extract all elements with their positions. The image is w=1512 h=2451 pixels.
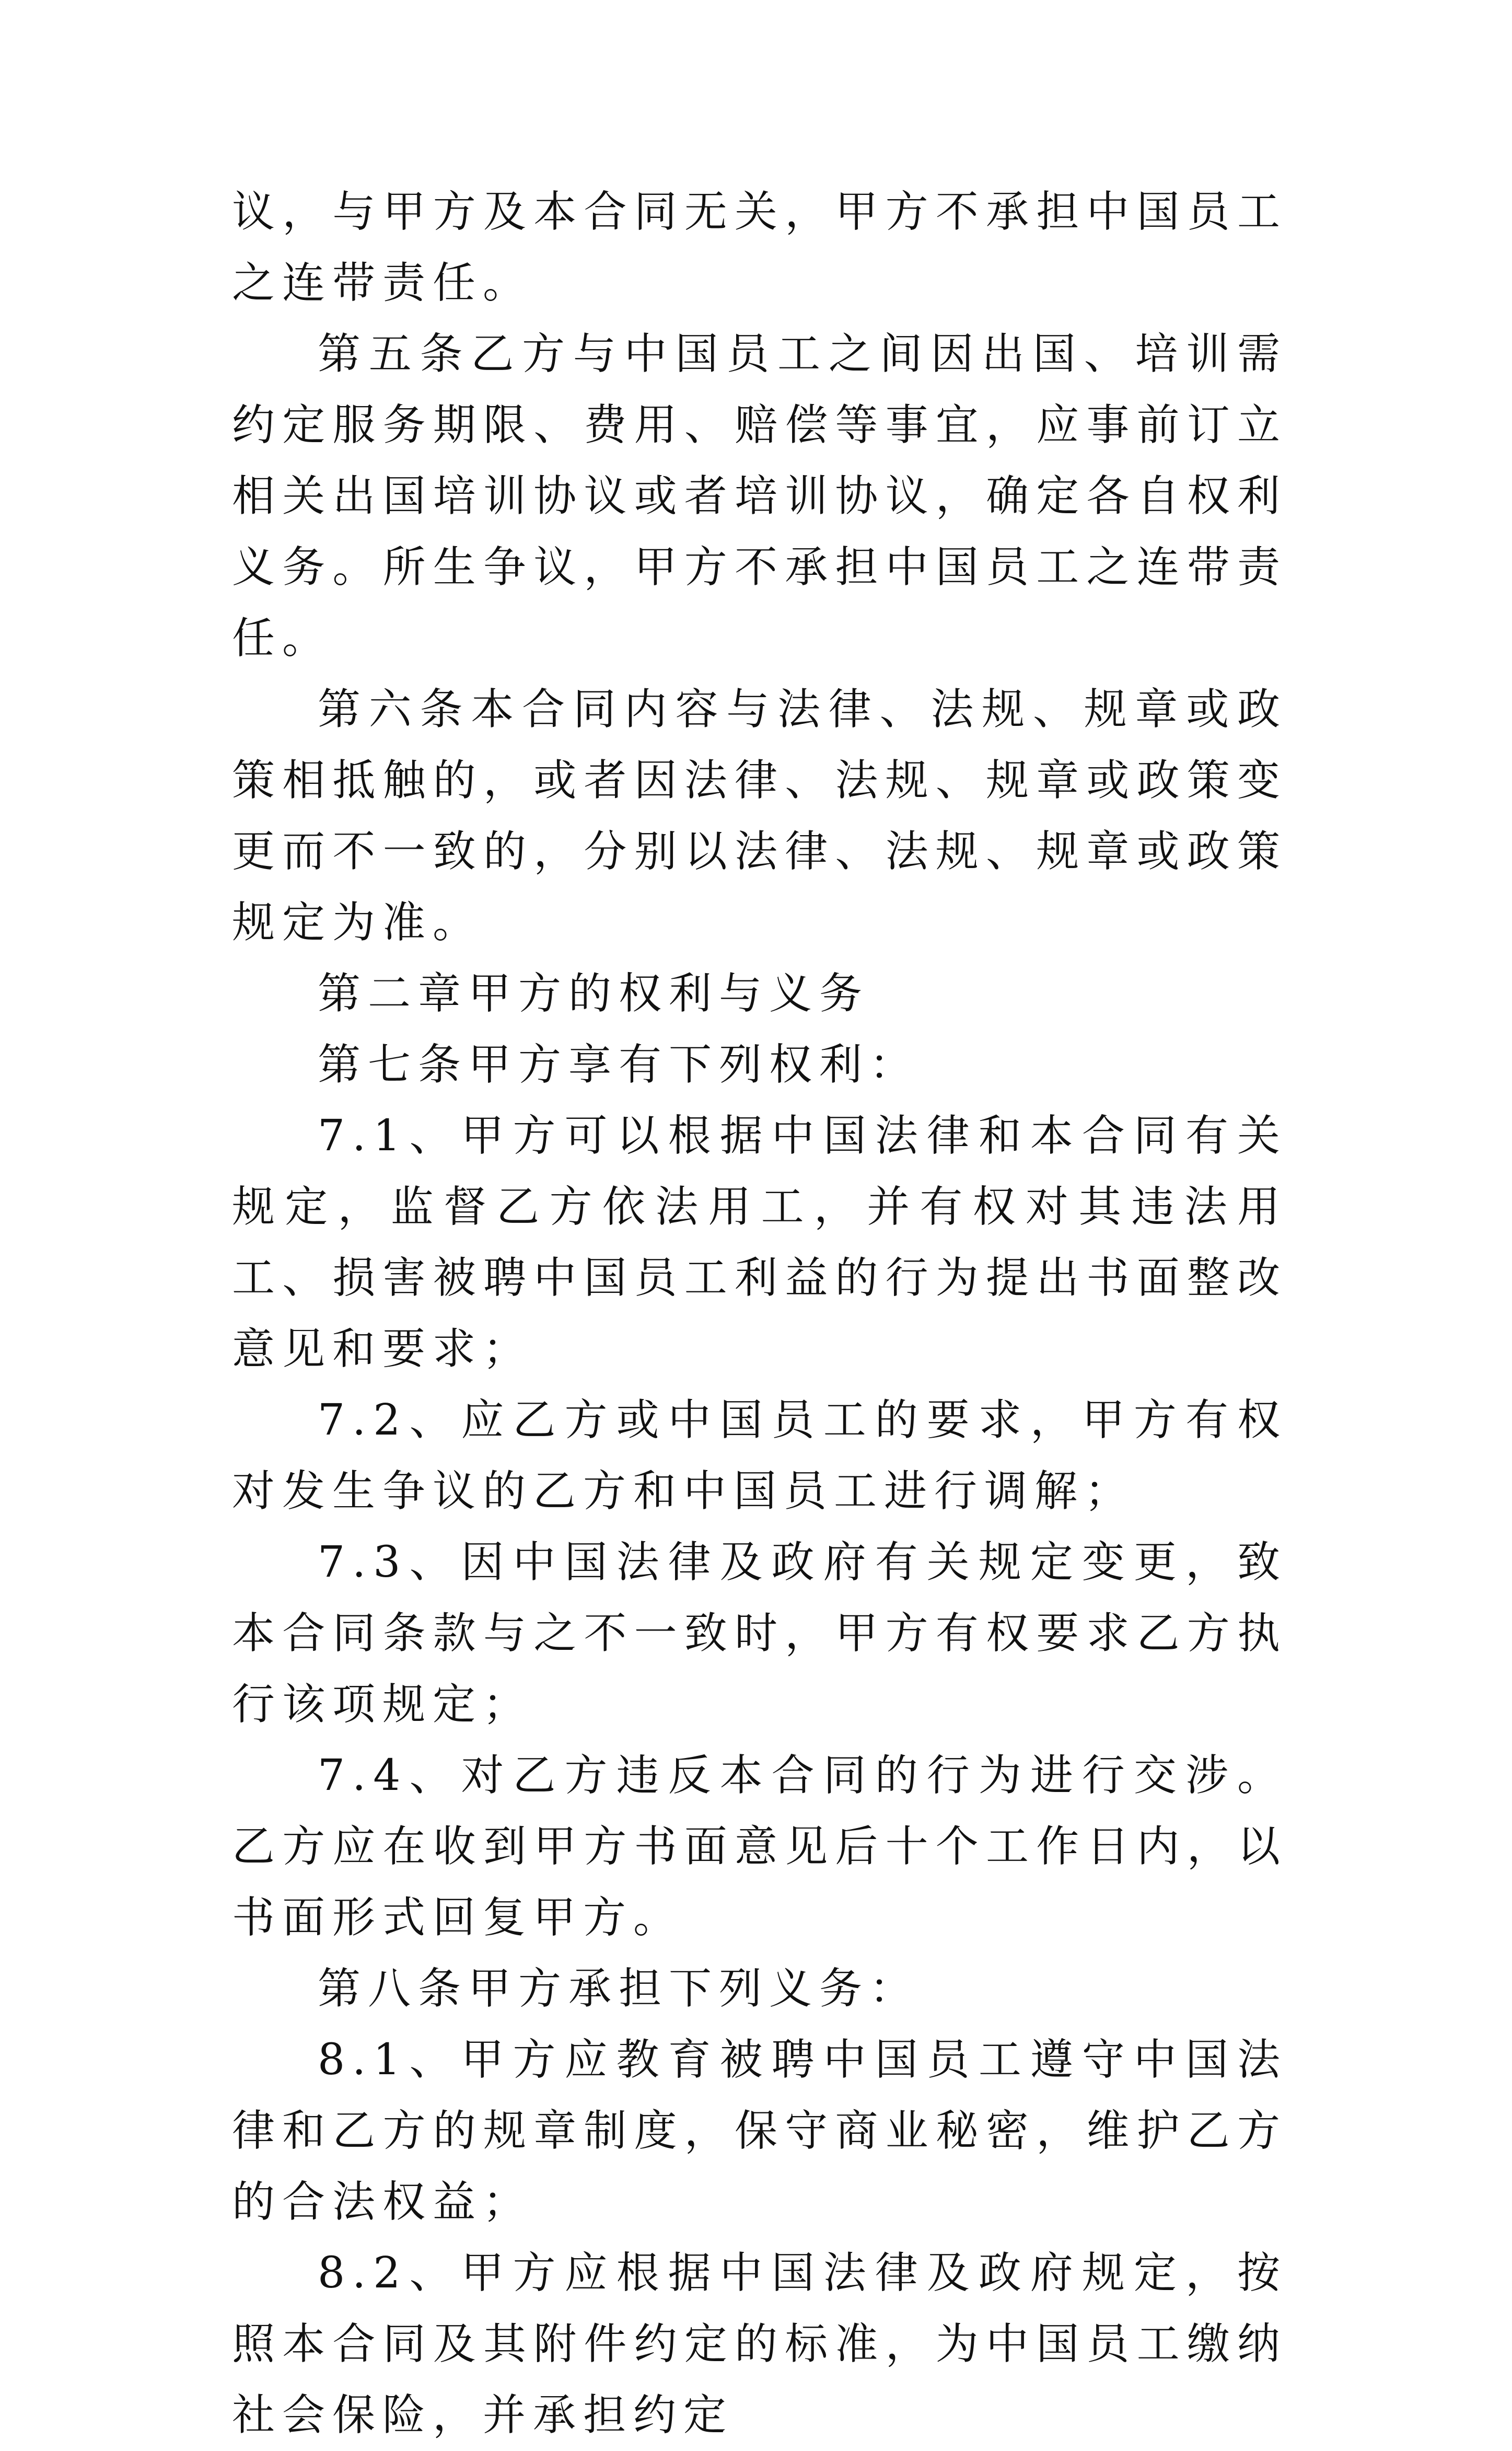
document-body (232, 177, 1287, 2451)
paragraph-article-5: 第五条乙方与中国员工之间因出国、培训需约定服务期限、费用、赔偿等事宜，应事前订立相关出国培训协议或者培训协议，确定各自权利义务。所生争议，甲方不承担中国员工之连带责任。 (232, 329, 1287, 663)
clause-7-2: 7.2、应乙方或中国员工的要求，甲方有权对发生争议的乙方和中国员工进行调解； (232, 1395, 1287, 1516)
paragraph-article-8: 第八条甲方承担下列义务： (318, 1964, 920, 2014)
paragraph-article-7: 第七条甲方享有下列权利： (318, 1040, 920, 1090)
paragraph-article-6: 第六条本合同内容与法律、法规、规章或政策相抵触的，或者因法律、法规、规章或政策变更而不一致的，分别以法律、法规、规章或政策规定为准。 (232, 685, 1287, 947)
clause-8-2: 8.2、甲方应根据中国法律及政府规定，按照本合同及其附件约定的标准，为中国员工缴纳社会保险，并承担约定 (232, 2248, 1287, 2440)
clause-7-4: 7.4、对乙方违反本合同的行为进行交涉。乙方应在收到甲方书面意见后十个工作日内，以书面形式回复甲方。 (232, 1751, 1287, 1943)
clause-7-1: 7.1、甲方可以根据中国法律和本合同有关规定，监督乙方依法用工，并有权对其违法用工、损害被聘中国员工利益的行为提出书面整改意见和要求； (232, 1111, 1287, 1374)
chapter-heading-2: 第二章甲方的权利与义务 (318, 969, 870, 1019)
paragraph-continuation: 议，与甲方及本合同无关，甲方不承担中国员工之连带责任。 (232, 187, 1287, 308)
clause-7-3: 7.3、因中国法律及政府有关规定变更，致本合同条款与之不一致时，甲方有权要求乙方执行该项规定； (232, 1537, 1287, 1729)
clause-8-1: 8.1、甲方应教育被聘中国员工遵守中国法律和乙方的规章制度，保守商业秘密，维护乙方的合法权益； (232, 2035, 1287, 2227)
